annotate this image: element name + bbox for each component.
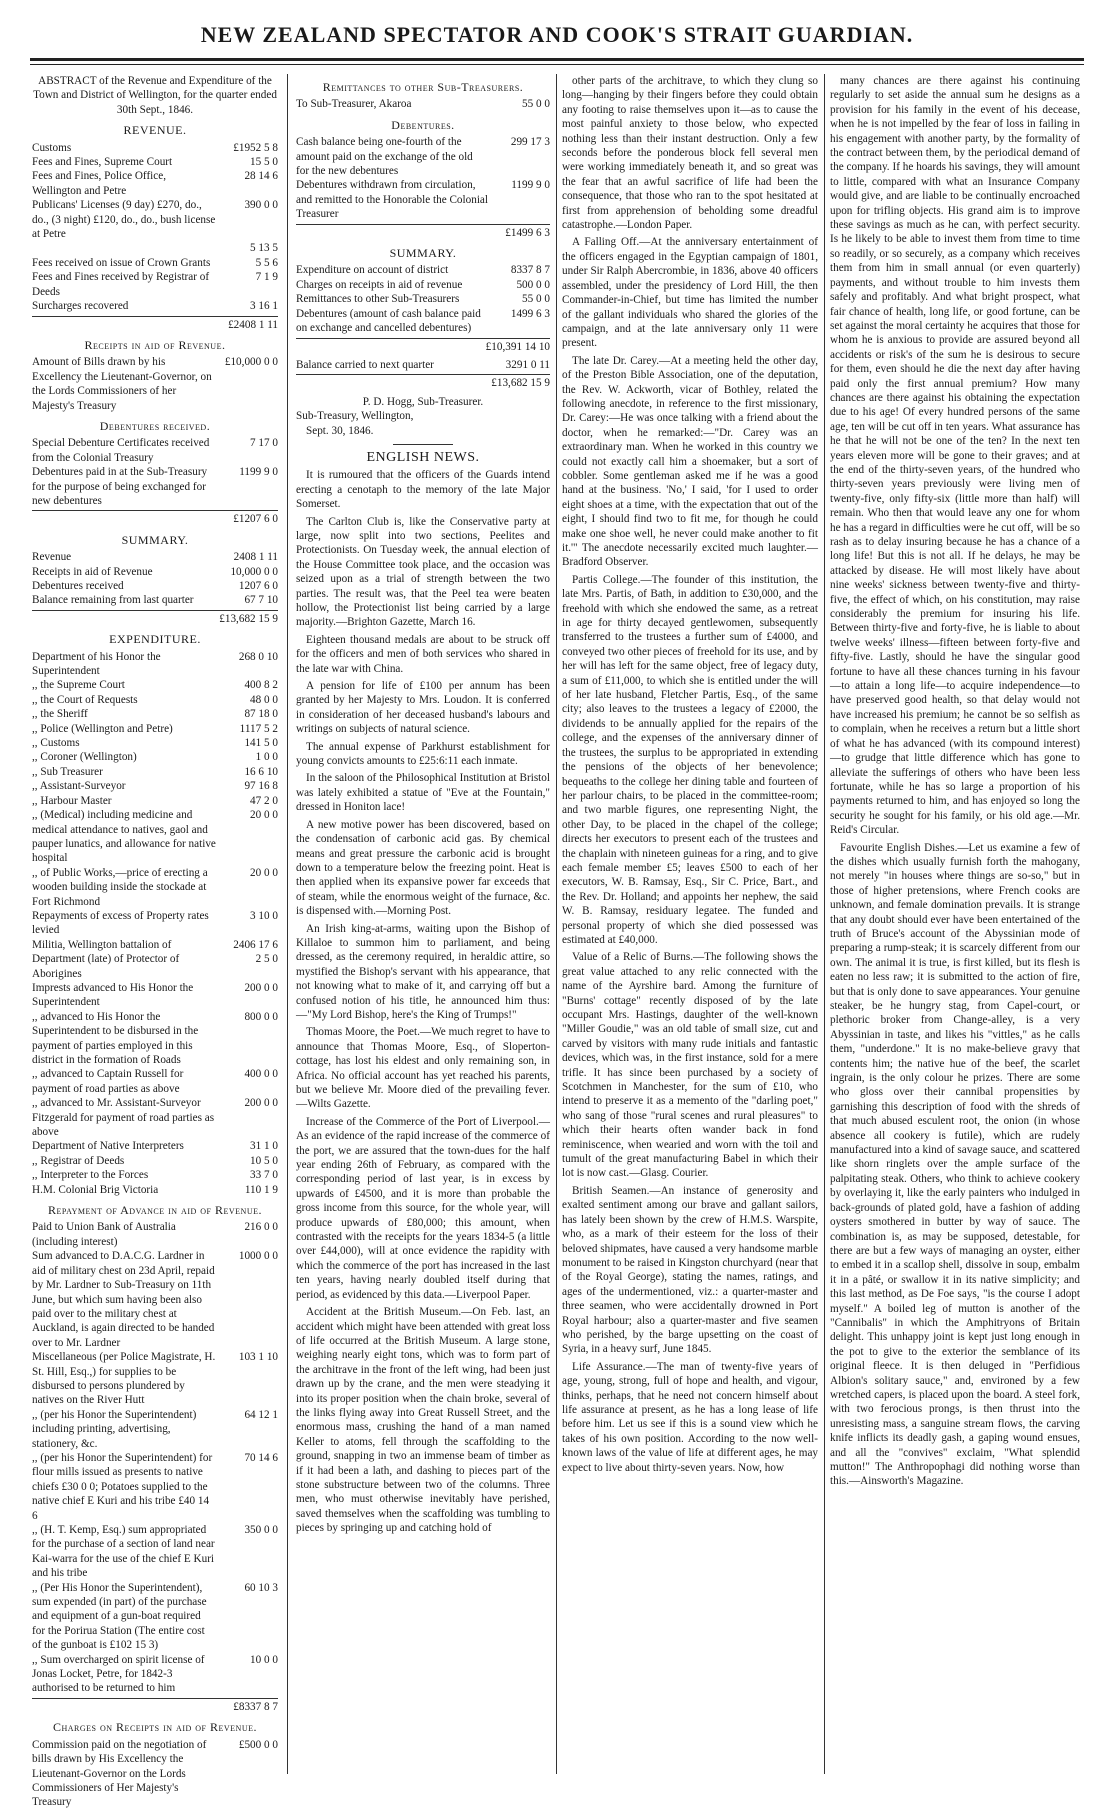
ledger-row — [32, 355, 278, 413]
ledger-label: ,, Police (Wellington and Petre) — [32, 722, 173, 735]
column-3 — [562, 74, 818, 1774]
ledger-value: 31 1 0 — [250, 1140, 278, 1153]
ledger-label: To Sub-Treasurer, Akaroa — [296, 98, 412, 111]
ledger-value: 97 16 8 — [244, 780, 278, 793]
signature-place: Sub-Treasury, Wellington, — [296, 410, 414, 423]
ledger-value: 350 0 0 — [244, 1524, 278, 1536]
ledger-value: 1117 5 2 — [239, 722, 278, 735]
summary-list — [32, 550, 278, 608]
ledger-row — [296, 292, 550, 306]
ledger-label: ,, Sub Treasurer — [32, 765, 103, 778]
ledger-label: Surcharges recovered — [32, 300, 129, 313]
ledger-row — [32, 1010, 278, 1068]
ledger-label: ,, advanced to Mr. Assistant-Surveyor Fitzgerald for payment of road parties as above — [32, 1097, 215, 1139]
ledger-value: 2406 17 6 — [233, 938, 278, 951]
balance-label: Balance carried to next quarter — [296, 358, 434, 371]
debentures-heading: Debentures received. — [99, 418, 211, 433]
ledger-label: Militia, Wellington battalion of — [32, 938, 172, 951]
revenue-total: £2408 1 11 — [32, 316, 278, 332]
ledger-value: 500 0 0 — [516, 278, 550, 291]
ledger-row — [32, 593, 278, 607]
ledger-value: £500 0 0 — [238, 1738, 278, 1751]
ledger-value: 2 5 0 — [255, 953, 278, 966]
ledger-row — [32, 794, 278, 808]
expenditure-list — [32, 650, 278, 1197]
ledger-label: ,, (per his Honor the Superintendent) for flour mills issued as presents to native chiefs £30 0 0; Potatoes supplied to the native chief E Kuri and his tribe £40 14 6 — [32, 1451, 213, 1522]
ledger-label: Miscellaneous (per Police Magistrate, H. St. Hill, Esq.,) for supplies to be disbursed to persons plundered by natives on the River Hutt — [32, 1351, 216, 1407]
ledger-value: 64 12 1 — [244, 1408, 278, 1421]
ledger-value: 1207 6 0 — [238, 580, 278, 592]
ledger-value: 200 0 0 — [244, 981, 278, 994]
ledger-label: Debentures received — [32, 580, 124, 592]
article-paragraph: other parts of the architrave, to which they clung so long—hanging by their fingers before they could obtain any footing to raise themselves upon it—as to cause the most painful anxiety to those below, who expected nothing less than their instant destruction. Only a few seconds before the ponderous block fell several men were working immediately beneath it, and so great was the fear that an awful sacrifice of life had been the consequence, that those who ran to the spot hesitated at first from apprehension of beholding some dreadful catastrophe.—London Paper. — [562, 75, 818, 232]
ledger-label: Revenue — [32, 551, 72, 564]
ledger-value: 87 18 0 — [244, 708, 278, 721]
summary2-subtotal: £10,391 14 10 — [296, 338, 550, 354]
ledger-value: 20 0 0 — [250, 809, 278, 822]
receipts-heading: Receipts in aid of Revenue. — [84, 337, 226, 352]
revenue-list — [32, 141, 278, 314]
ledger-row — [32, 1653, 278, 1696]
debentures-out-list — [296, 135, 550, 221]
article-paragraph: Partis College.—The founder of this institution, the late Mrs. Partis, of Bath, in addition to £30,000, and the freehold with which she endowed the same, as a retreat in age for thirty decayed gentlewomen, subsequently transferred to the trustees a further sum of £4000, and conveyed two other pieces of freehold for its use, and by her will has left for the same object, free of legacy duty, a sum of £11,000, to which she is entitled under the will of her late husband, Fletcher Partis, Esq., of the same city; also leaves to the trustees a legacy of £2000, the dividends to be annually applied for the repairs of the college, and the expenses of the anniversary dinner of the trustees, the surplus to be appropriated in extending the pensions of the objects of her benevolence; bequeaths to the college her dining table and fourteen of her parlour chairs, to be placed in the committee-room; and two marble figures, one representing Night, the other Day, to be placed in the chapel of the college; directs her executors to present each of the trustees and the chaplain with nineteen guineas for a ring, and to give each female member £5; leaves £500 to each of her executors, W. B. Ramsay, Esq., Sir C. Price, Bart., and the Rev. Dr. Holland; and appoints her nephew, the said W. B. Ramsay, residuary legatee. The funded and personal property of which she died possessed was estimated at £40,000. — [562, 573, 818, 946]
article-paragraph: The late Dr. Carey.—At a meeting held the other day, of the Preston Bible Association, one of the deputation, the Rev. W. Ackworth, vicar of Bothley, related the following anecdote, in reference to the first missionary, Dr. Carey:—He was once talking with a friend about the doctor, when he remarked:—"Dr. Carey was an extraordinary man. When he worked in this country we could not exactly call him a shoemaker, but a sort of cobbler. Some gentleman asked me if he was a good hand at the business. 'No,' I said, 'for I used to order eight shoes at a time, with the expectation that out of the eight, I should find two to fit me, for though he could make one shoe well, he never could make another to fit it.'" The anecdote necessarily excited much laughter.—Bradford Observer. — [562, 354, 818, 569]
ledger-label: ,, the Supreme Court — [32, 679, 125, 692]
ledger-row — [296, 278, 550, 292]
ledger-row — [32, 1154, 278, 1168]
ledger-value: 10 0 0 — [250, 1653, 278, 1666]
ledger-row — [32, 579, 278, 593]
ledger-value: 33 7 0 — [250, 1169, 278, 1182]
article-paragraph: The Carlton Club is, like the Conservative party at large, now split into two sections, Peelites and Protectionists. On Tuesday week, the annual election of the House Committee took place, and the occasion was seized upon as a trial of strength between the two parties. The result was, that the Peel tea were beaten hollow, the Protectionist list being carried by a large majority.—Brighton Gazette, March 16. — [296, 515, 550, 629]
ledger-value: 141 5 0 — [244, 737, 278, 750]
ledger-label: Fees received on issue of Crown Grants — [32, 256, 211, 269]
ledger-label: Amount of Bills drawn by his Excellency the Lieutenant-Governor, on the Lords Commissioners of her Majesty's Treasury — [32, 356, 212, 412]
ledger-label: ,, of Public Works,—price of erecting a wooden building inside the stockade at Fort Richmond — [32, 866, 208, 908]
article-paragraph: A new motive power has been discovered, based on the condensation of carbonic acid gas. By chemical means and great pressure the carbonic acid is brought down to a temperature below the freezing point. Heat is then applied when its expansive power far exceeds that of steam, while the enormous weight of the furnace, &c. is dispensed with.—Morning Post. — [296, 818, 550, 918]
ledger-label: H.M. Colonial Brig Victoria — [32, 1183, 159, 1196]
ledger-label: ,, Coroner (Wellington) — [32, 751, 137, 764]
ledger-label: Paid to Union Bank of Australia (including interest) — [32, 1221, 176, 1248]
ledger-value: 5 5 6 — [255, 256, 278, 269]
column-4 — [830, 74, 1080, 1774]
ledger-row — [32, 736, 278, 750]
news-paragraphs — [830, 74, 1080, 1489]
ledger-row — [32, 765, 278, 779]
ledger-value: 16 6 10 — [244, 765, 278, 778]
ledger-value: 103 1 10 — [238, 1351, 278, 1364]
ledger-value: 20 0 0 — [250, 866, 278, 879]
repayment-list — [32, 1220, 278, 1695]
ledger-row — [32, 1249, 278, 1350]
ledger-value: 7 1 9 — [255, 271, 278, 284]
ledger-row — [32, 707, 278, 721]
charges-heading: Charges on Receipts in aid of Revenue. — [52, 1720, 257, 1735]
column-divider — [556, 74, 557, 1774]
ledger-row — [32, 465, 278, 508]
ledger-row — [32, 952, 278, 981]
ledger-value: 8337 8 7 — [510, 264, 550, 277]
ledger-row — [32, 678, 278, 692]
article-paragraph: Value of a Relic of Burns.—The following shows the great value attached to any relic connected with the name of the Ayrshire bard. Among the furniture of "Burns' cottage" recently disposed of by the late occupant Mrs. Hastings, daughter of the well-known "Miller Goudie," was an old table of small size, cut and carved by visitors with many rude initials and fantastic devices, which was, in the first instance, sold for a mere trifle. It has since been purchased by a society of Scotchmen in Manchester, for the sum of £10, who intend to preserve it as a memento of the "darling poet," who sang of those "rural scenes and rural pleasures" to which their hearts often wander back in fond reminiscence, when wearied and worn with the toil and tumult of the great manufacturing Babel in which their lot is now cast.—Glasg. Courier. — [562, 951, 818, 1180]
balance-value: 3291 0 11 — [505, 358, 550, 371]
column-divider — [824, 74, 825, 1774]
ledger-row — [32, 1168, 278, 1182]
masthead-title: NEW ZEALAND SPECTATOR AND COOK'S STRAIT GUARDIAN. — [200, 22, 914, 47]
ledger-row — [32, 779, 278, 793]
remittances-list — [296, 97, 550, 111]
section-rule — [393, 444, 453, 445]
ledger-label: Fees and Fines, Police Office, Wellington and Petre — [32, 170, 167, 197]
ledger-label: Department of his Honor the Superintendent — [32, 650, 161, 678]
ledger-value: 400 8 2 — [244, 679, 278, 692]
ledger-value: 60 10 3 — [244, 1581, 278, 1594]
ledger-value: 268 0 10 — [238, 650, 278, 663]
article-paragraph: Increase of the Commerce of the Port of Liverpool.—As an evidence of the rapid increase of the commerce of the port, we are assured that the town-dues for the half year ending 26th of February, as compared with the corresponding period of last year, is in excess by upwards of £4500, and it is more than probable the gross income from this source, for the whole year, will produce upwards of £80,000; this amount, when contrasted with the receipts for the years 1834-5 (a little over £44,000), will at once evidence the rapidity with which the commerce of the port has increased in the last ten years, having nearly doubled itself during that period, as evidenced by this data.—Liverpool Paper. — [296, 1115, 550, 1301]
ledger-value: 55 0 0 — [522, 293, 550, 306]
ledger-value: 200 0 0 — [244, 1097, 278, 1110]
ledger-value: 1199 9 0 — [511, 179, 550, 192]
column-divider — [287, 74, 288, 1774]
signature-name: P. D. Hogg, Sub-Treasurer. — [362, 395, 484, 408]
ledger-value: £10,000 0 0 — [224, 356, 278, 369]
ledger-label: ,, Sum overcharged on spirit license of Jonas Locket, Petre, for 1842-3 authorised to be returned to him — [32, 1653, 205, 1695]
balance-row — [296, 358, 550, 372]
ledger-row — [32, 155, 278, 169]
ledger-value: £1952 5 8 — [233, 141, 278, 154]
ledger-row — [32, 256, 278, 270]
ledger-value: 3 10 0 — [250, 909, 278, 922]
ledger-value: 1 0 0 — [255, 751, 278, 764]
article-paragraph: An Irish king-at-arms, waiting upon the Bishop of Killaloe to summon him to parliament, and being dressed, as the ceremony required, in heraldic attire, so mystified the Bishop's servant with his appearance, that not knowing what to make of it, and carrying off but a confused notion of his title, he announced him thus:—"My Lord Bishop, here's the King of Trumps!" — [296, 922, 550, 1021]
ledger-value: 1199 9 0 — [239, 466, 278, 479]
ledger-row — [32, 1451, 278, 1523]
ledger-row — [32, 866, 278, 909]
ledger-label: Debentures (amount of cash balance paid on exchange and cancelled debentures) — [296, 307, 481, 335]
ledger-label: Receipts in aid of Revenue — [32, 565, 153, 578]
ledger-label: Department (late) of Protector of Aborigines — [32, 953, 180, 980]
ledger-row — [296, 263, 550, 277]
remittances-heading: Remittances to other Sub-Treasurers. — [322, 80, 524, 94]
ledger-row — [32, 565, 278, 579]
ledger-label: Publicans' Licenses (9 day) £270, do., do., (3 night) £120, do., do., bush license at Petre — [32, 199, 216, 241]
news-paragraphs — [296, 468, 550, 1535]
ledger-value: 5 13 5 — [250, 242, 278, 255]
ledger-label: ,, (Per His Honor the Superintendent), sum expended (in part) of the purchase and equipment of a gun-boat required for the Porirua Station (The entire cost of the gunboat is £102 15 3) — [32, 1581, 207, 1652]
expenditure-total: £8337 8 7 — [32, 1698, 278, 1714]
ledger-row — [32, 270, 278, 299]
article-paragraph: Accident at the British Museum.—On Feb. last, an accident which might have been attended with great loss of life occurred at the British Museum. A large stone, weighing nearly eight tons, which was to form part of the architrave in the front of the left wing, had been just drawn up by the crane, and the men were steadying it into its proper position when the chain broke, several of the links flying away into Great Russell Street, and the enormous mass, crushing the hand of a man named Keller to atoms, fell through the scaffolding to the ground, snapping in two an immense beam of timber as if it had been a lath, and dashing to pieces part of the stone substructure between two of the columns. Three men, who must otherwise inevitably have perished, saved themselves when the scaffolding was tumbling to pieces by springing up and catching hold of — [296, 1306, 550, 1535]
ledger-row — [32, 1408, 278, 1451]
ledger-row — [296, 97, 550, 111]
article-paragraph: Thomas Moore, the Poet.—We much regret to have to announce that Thomas Moore, Esq., of Sloperton-cottage, has lost his eldest and only remaining son, in Africa. No official account has yet reached his parents, but we believe Mr. Moore died of the prevailing fever.—Wilts Gazette. — [296, 1026, 550, 1111]
article-paragraph: It is rumoured that the officers of the Guards intend erecting a cenotaph to the memory of the late Major Somerset. — [296, 469, 550, 511]
news-paragraphs — [562, 74, 818, 1475]
ledger-label: ,, Harbour Master — [32, 794, 112, 807]
debentures-out-total: £1499 6 3 — [296, 224, 550, 240]
revenue-heading: REVENUE. — [123, 123, 187, 138]
ledger-label: Sum advanced to D.A.C.G. Lardner in aid of military chest on 23d April, repaid by Mr. Lardner to Sub-Treasury on 11th June, but which sum having been also paid over to the military chest at Auckland, is again directed to be handed over to Mr. Lardner — [32, 1250, 215, 1349]
summary2-total: £13,682 15 9 — [296, 374, 550, 390]
abstract-title: ABSTRACT of the Revenue and Expenditure of the Town and District of Wellington, for the quarter ended 30th Sept., 1846. — [33, 75, 277, 116]
ledger-label: Cash balance being one-fourth of the amount paid on the exchange of the old for the new debentures — [296, 136, 473, 178]
ledger-label: ,, Registrar of Deeds — [32, 1154, 125, 1167]
ledger-row — [32, 299, 278, 313]
ledger-value: 400 0 0 — [244, 1068, 278, 1081]
ledger-label: Repayments of excess of Property rates levied — [32, 909, 209, 937]
ledger-row — [32, 1096, 278, 1139]
ledger-row — [32, 1350, 278, 1408]
debentures-total: £1207 6 0 — [32, 510, 278, 526]
ledger-value: 10,000 0 0 — [230, 565, 278, 578]
ledger-label: ,, (Medical) including medicine and medical attendance to natives, gaol and pauper lunatics, and allowance for native hospital — [32, 809, 216, 865]
ledger-row — [32, 1139, 278, 1153]
ledger-row — [32, 938, 278, 952]
ledger-value: 299 17 3 — [510, 136, 550, 149]
summary-total: £13,682 15 9 — [32, 610, 278, 626]
ledger-label: ,, (H. T. Kemp, Esq.) sum appropriated for the purchase of a section of land near Kai-warra for the use of the chief E Kuri and his tribe — [32, 1524, 215, 1580]
ledger-label: ,, advanced to His Honor the Superintendent to be disbursed in the payment of parties employed in this district in the formation of Roads — [32, 1010, 199, 1066]
ledger-row — [32, 436, 278, 465]
ledger-row — [296, 135, 550, 178]
ledger-label: ,, advanced to Captain Russell for payment of road parties as above — [32, 1068, 184, 1095]
ledger-value: 7 17 0 — [250, 437, 278, 450]
ledger-label: Expenditure on account of district — [296, 264, 449, 277]
ledger-value: 110 1 9 — [244, 1183, 278, 1196]
ledger-label: ,, the Court of Requests — [32, 693, 138, 706]
ledger-label: Customs — [32, 141, 72, 154]
ledger-row — [32, 750, 278, 764]
ledger-value: 47 2 0 — [250, 794, 278, 807]
ledger-row — [32, 550, 278, 564]
ledger-row — [32, 1523, 278, 1581]
ledger-row — [32, 198, 278, 241]
ledger-value: 800 0 0 — [244, 1010, 278, 1023]
ledger-value: 216 0 0 — [244, 1221, 278, 1234]
article-paragraph: The annual expense of Parkhurst establishment for young convicts amounts to £25:6:11 each inmate. — [296, 740, 550, 768]
debentures-list — [32, 436, 278, 508]
ledger-value: 10 5 0 — [250, 1154, 278, 1167]
ledger-row — [32, 808, 278, 866]
ledger-label: Debentures withdrawn from circulation, and remitted to the Honorable the Colonial Treasurer — [296, 179, 489, 221]
receipts-list — [32, 355, 278, 413]
ledger-value: 390 0 0 — [244, 199, 278, 212]
repayment-heading: Repayment of Advance in aid of Revenue. — [47, 1203, 262, 1218]
masthead-rule-thin — [30, 64, 1084, 65]
ledger-label: Remittances to other Sub-Treasurers — [296, 293, 460, 306]
ledger-row — [32, 650, 278, 679]
ledger-row — [32, 1738, 278, 1810]
article-paragraph: Eighteen thousand medals are about to be struck off for the officers and men of both services who shared in the late war with China. — [296, 633, 550, 675]
ledger-label: ,, Interpreter to the Forces — [32, 1169, 149, 1182]
ledger-label: ,, the Sheriff — [32, 708, 88, 721]
ledger-row — [32, 909, 278, 938]
ledger-value: 70 14 6 — [244, 1451, 278, 1464]
ledger-value: 55 0 0 — [522, 98, 550, 111]
debentures-out-heading: Debentures. — [391, 117, 455, 132]
signature-date: Sept. 30, 1846. — [306, 424, 374, 437]
article-paragraph: A pension for life of £100 per annum has been granted by her Majesty to Mrs. Loudon. It is conferred in consideration of her deceased husband's labours and writings on subjects of natural science. — [296, 680, 550, 736]
column-2 — [296, 74, 550, 1774]
ledger-row — [32, 1220, 278, 1249]
ledger-label: Debentures paid in at the Sub-Treasury for the purpose of being exchanged for new debentures — [32, 466, 208, 507]
ledger-value: 48 0 0 — [250, 693, 278, 706]
article-paragraph: Life Assurance.—The man of twenty-five years of age, young, strong, full of hope and health, and vigour, thinks, perhaps, that he need not concern himself about life assurance at present, as he has a long lease of life before him. Let us see if this is a sound view which he takes of his own position. According to the now well-known laws of the value of life at different ages, he may expect to live about thirty-seven years. Now, how — [562, 1360, 818, 1474]
summary-heading: SUMMARY. — [121, 532, 189, 547]
ledger-row — [32, 1183, 278, 1197]
article-paragraph: many chances are there against his continuing regularly to set aside the annual sum he designs as a provision for his family in the event of his decease, when he is not impelled by the fear of loss in failing in his engagement with another party, by the formality of the contract between them, by the periodical demand of the company. If he hoards his savings, they will amount to little, compared with what an Insurance Company would give, and are liable to be continually encroached upon for trifling objects. His grand aim is to improve these savings as much as he can, with perfect security. Is he likely to be able to invest them from time to time so readily, or so securely, as a company which receives them from him in small annual (or even quarterly) payments, and without trouble to him invests them safely and profitably. And what bright prospect, what fair chance of health, long life, or good fortune, can be set against the moral certainty he acquires that those for whom he is anxious to provide are assured beyond all accidents or risk's of the sum he is desirous to secure for them, even should he die the next day after having paid only the first annual premium? How many chances are there against his obtaining the expectation due to his age! Of every hundred persons of the same age, ten will be cut off in ten years. What assurance has he that he will not be one of the ten? In the next ten years eleven more will be gone to their graves; and at the end of the thirty-seven years, of the hundred who thirty-seven years previously were living men of twenty-five, only fifty-six (little more than half) will remain. Who then that would leave any one for whom he has a regard in difficulties were he cut off, will be so rash as to delay insuring because he has a chance of a long life! But this is not all. If he delays, he may be attacked by disease. He will most likely have about nine weeks' sickness between twenty-five and thirty-five, the effect of which, on his constitution, may raise considerably the premium for insuring his life. Between thirty-five and forty-five, he is liable to about twelve weeks' illness—fifteen between forty-five and fifty-five. Lastly, should he have the singular good fortune to have all these chances turning in his favour—to attain a long life—to acquire independence—to have preserved good health, so that delay would not have increased his premium; he cannot be so selfish as to complain, when he receives a return but a little short of what he has advanced (with its compound interest)—to grudge that little difference which has gone to alleviate the sufferings of others who have been less fortunate, while he has so large a proportion of his payments returned to him, and has enjoyed so long the security he sought for his family, or his old age.—Mr. Reid's Circular. — [830, 75, 1080, 837]
masthead-rule — [30, 58, 1084, 61]
ledger-row — [296, 307, 550, 336]
ledger-value: 3 16 1 — [250, 300, 278, 313]
ledger-label: ,, (per his Honor the Superintendent) including printing, advertising, stationery, &c. — [32, 1408, 197, 1450]
article-paragraph: A Falling Off.—At the anniversary entertainment of the officers engaged in the Egyptian campaign of 1801, under Sir Ralph Abercrombie, in 1836, above 40 officers assembled, under the presidency of Lord Hill, the then Commander-in-Chief, but time has limited the number of the gallant individuals who shared the glories of the campaign, and at the late anniversary only 11 were present. — [562, 236, 818, 350]
summary2-list — [296, 263, 550, 335]
ledger-row — [32, 169, 278, 198]
ledger-row — [296, 178, 550, 221]
article-paragraph: In the saloon of the Philosophical Institution at Bristol was lately exhibited a statue of "Eve at the Fountain," dressed in Honiton lace! — [296, 772, 550, 814]
ledger-label: Commission paid on the negotiation of bills drawn by His Excellency the Lieutenant-Governor on the Lords Commissioners of Her Majesty's Treasury — [32, 1738, 207, 1809]
ledger-row — [32, 141, 278, 155]
ledger-row — [32, 241, 278, 255]
ledger-label: ,, Customs — [32, 737, 80, 750]
summary2-heading: SUMMARY. — [389, 246, 457, 261]
ledger-value: 1000 0 0 — [238, 1250, 278, 1263]
ledger-label: Imprests advanced to His Honor the Superintendent — [32, 981, 194, 1009]
ledger-value: 2408 1 11 — [233, 551, 278, 564]
ledger-value: 1499 6 3 — [510, 307, 550, 320]
ledger-value: 15 5 0 — [250, 156, 278, 169]
expenditure-heading: EXPENDITURE. — [109, 632, 201, 647]
ledger-row — [32, 1067, 278, 1096]
ledger-row — [32, 693, 278, 707]
article-paragraph: British Seamen.—An instance of generosity and exalted sentiment among our brave and gallant sailors, has lately been shown by the crew of H.M.S. Warspite, who, as a mark of their esteem for the loss of their beloved shipmates, have caused a very handsome marble monument to be raised in Kingston churchyard (near that of the Royal George), stating the names, ratings, and ages of the undermentioned, viz.: a quarter-master and three seamen, who were accidentally drowned in Port Royal harbour; also a quarter-master and five seamen who perished, by the barge upsetting on the coast of Syria, in a heavy surf, June 1845. — [562, 1184, 818, 1356]
ledger-label: Fees and Fines received by Registrar of Deeds — [32, 271, 210, 298]
ledger-row — [32, 1581, 278, 1653]
ledger-label: ,, Assistant-Surveyor — [32, 780, 126, 793]
charges-list — [32, 1738, 278, 1810]
english-news-heading: ENGLISH NEWS. — [366, 449, 480, 465]
ledger-row — [32, 722, 278, 736]
ledger-label: Fees and Fines, Supreme Court — [32, 156, 173, 169]
ledger-row — [32, 981, 278, 1010]
ledger-value: 28 14 6 — [244, 170, 278, 183]
ledger-label: Special Debenture Certificates received from the Colonial Treasury — [32, 437, 210, 464]
ledger-label: Balance remaining from last quarter — [32, 594, 194, 607]
ledger-label: Department of Native Interpreters — [32, 1140, 184, 1153]
article-paragraph: Favourite English Dishes.—Let us examine a few of the dishes which usually furnish forth the mahogany, not merely "in houses where things are so-so," but in those of higher pretensions, where French cooks are unknown, and female domination prevails. It is strange that any doubt should ever have been entertained of the truth of Bruce's account of the Abyssinian mode of preparing a rump-steak; it is scarcely different from our own. The animal it is true, is first killed, but its flesh is eaten no less raw; it is submitted to the action of fire, but that is only done to save appearances. Your genuine steaker, be he hungry stag, from Capel-court, or plethoric broker from Change-alley, is a very Abyssinian in taste, and likes his "vittles," as he calls them, "underdone." It is no make-believe gravy that contents him; the native hue of the beef, the scarlet ingrain, is the only colour he prizes. There are some who gloss over their cannibal propensities by garnishing this description of food with the shreds of that much abused esculent root, the onion (in whose absence all cookery is futile), which are rudely manufactured into a kind of savage sauce, and scattered like shorn ringlets over the ample surface of the palpitating steak. Others, who think to achieve cookery by overlaying it, like the early painters who indulged in back-grounds of plated gold, have a fashion of adding oysters smothered in butter by way of sauce. The combination is, as may be supposed, detestable, for there are but a few ways of managing an oyster, either to embed it in a scallop shell, dissolve in soup, embalm it in a pâté, or swallow it in its native simplicity; and this last method, as De Foe says, "is the course I adopt myself." A boiled leg of mutton is another of the "Cannibalis" in which the Amphitryons of Britain delight. This unhappy joint is kept just long enough in the pot to give to the exterior the semblance of its original fleece. It is then deluged in "Perfidious Albion's solitary sauce," and, environed by a few wretched capers, is placed upon the board. A steel fork, with two ferocious prongs, is then thrust into the unresisting mass, a sanguine stream flows, the carving knife inflicts its deadly gash, a gaping wound ensues, and all the "convives" exclaim, "What splendid mutton!" The Anthropophagi did nothing worse than this.—Ainsworth's Magazine. — [830, 841, 1080, 1488]
ledger-value: 67 7 10 — [244, 594, 278, 607]
column-1 — [32, 74, 278, 1809]
ledger-label: Charges on receipts in aid of revenue — [296, 278, 463, 291]
